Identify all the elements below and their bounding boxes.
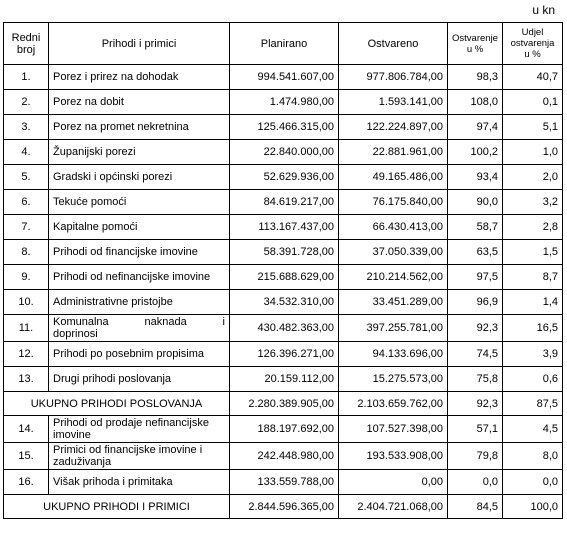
total-label: UKUPNO PRIHODI I PRIMICI: [4, 495, 230, 519]
row-name: Prihodi od financijske imovine: [49, 240, 230, 265]
row-name: Gradski i općinski porezi: [49, 165, 230, 190]
row-share: 8,7: [503, 265, 563, 290]
row-name: Tekuće pomoći: [49, 190, 230, 215]
row-share: 0,0: [503, 470, 563, 495]
row-pct: 63,5: [448, 240, 503, 265]
subtotal-planned: 2.280.389.905,00: [230, 392, 339, 416]
row-name-line2: doprinosi: [53, 328, 98, 340]
row-number: 16.: [4, 470, 49, 495]
row-planned: 1.474.980,00: [230, 90, 339, 115]
row-share: 16,5: [503, 315, 563, 342]
table-row: [4, 165, 563, 190]
subtotal-label: UKUPNO PRIHODI POSLOVANJA: [4, 392, 230, 416]
row-share: 2,0: [503, 165, 563, 190]
row-name: Porez i prirez na dohodak: [49, 65, 230, 90]
table-row: [4, 367, 563, 392]
table-row: [4, 240, 563, 265]
row-planned: 242.448.980,00: [230, 443, 339, 470]
table-row: [4, 443, 563, 470]
row-number: 1.: [4, 65, 49, 90]
row-share: 40,7: [503, 65, 563, 90]
row-pct: 58,7: [448, 215, 503, 240]
row-number: 14.: [4, 416, 49, 443]
row-planned: 430.482.363,00: [230, 315, 339, 342]
table-row: [4, 190, 563, 215]
header-pct: Ostvarenje u %: [448, 23, 503, 65]
row-number: 10.: [4, 290, 49, 315]
table-row: [4, 90, 563, 115]
row-pct: 79,8: [448, 443, 503, 470]
table-row: [4, 65, 563, 90]
table-row: [4, 470, 563, 495]
row-realized: 66.430.413,00: [339, 215, 448, 240]
row-name: [49, 315, 230, 342]
row-number: 6.: [4, 190, 49, 215]
row-number: 12.: [4, 342, 49, 367]
row-realized: 49.165.486,00: [339, 165, 448, 190]
table-row: [4, 265, 563, 290]
row-realized: 22.881.961,00: [339, 140, 448, 165]
row-planned: 113.167.437,00: [230, 215, 339, 240]
table-row: [4, 215, 563, 240]
table-row: [4, 416, 563, 443]
header-no: Redni broj: [4, 23, 49, 65]
row-number: 4.: [4, 140, 49, 165]
unit-label: u kn: [532, 3, 555, 17]
row-number: 9.: [4, 265, 49, 290]
total-planned: 2.844.596.365,00: [230, 495, 339, 519]
row-share: 1,0: [503, 140, 563, 165]
row-realized: 193.533.908,00: [339, 443, 448, 470]
table-row: [4, 140, 563, 165]
header-share: Udjel ostvarenja u %: [503, 23, 563, 65]
table-row: [4, 115, 563, 140]
row-pct: 97,5: [448, 265, 503, 290]
row-number: 8.: [4, 240, 49, 265]
subtotal-pct: 92,3: [448, 392, 503, 416]
row-pct: 90,0: [448, 190, 503, 215]
row-share: 3,9: [503, 342, 563, 367]
row-share: 0,1: [503, 90, 563, 115]
row-share: 1,4: [503, 290, 563, 315]
row-realized: 94.133.696,00: [339, 342, 448, 367]
row-number: 5.: [4, 165, 49, 190]
row-realized: 76.175.840,00: [339, 190, 448, 215]
row-name: Drugi prihodi poslovanja: [49, 367, 230, 392]
header-planned: Planirano: [230, 23, 339, 65]
total-realized: 2.404.721.068,00: [339, 495, 448, 519]
row-pct: 100,2: [448, 140, 503, 165]
row-name: Prihodi od prodaje nefinancijske imovine: [49, 416, 230, 443]
row-pct: 92,3: [448, 315, 503, 342]
row-pct: 57,1: [448, 416, 503, 443]
row-planned: 20.159.112,00: [230, 367, 339, 392]
subtotal-realized: 2.103.659.762,00: [339, 392, 448, 416]
row-pct: 93,4: [448, 165, 503, 190]
row-pct: 75,8: [448, 367, 503, 392]
row-number: 13.: [4, 367, 49, 392]
row-realized: 0,00: [339, 470, 448, 495]
row-pct: 108,0: [448, 90, 503, 115]
total-share: 100,0: [503, 495, 563, 519]
table-row: [4, 342, 563, 367]
row-planned: 84.619.217,00: [230, 190, 339, 215]
row-realized: 397.255.781,00: [339, 315, 448, 342]
header-row: [4, 23, 563, 65]
total-pct: 84,5: [448, 495, 503, 519]
row-pct: 98,3: [448, 65, 503, 90]
row-name: Višak prihoda i primitaka: [49, 470, 230, 495]
row-share: 3,2: [503, 190, 563, 215]
row-pct: 0,0: [448, 470, 503, 495]
row-planned: 34.532.310,00: [230, 290, 339, 315]
row-planned: 994.541.607,00: [230, 65, 339, 90]
row-realized: 122.224.897,00: [339, 115, 448, 140]
row-planned: 58.391.728,00: [230, 240, 339, 265]
row-realized: 37.050.339,00: [339, 240, 448, 265]
row-name: Prihodi po posebnim propisima: [49, 342, 230, 367]
row-realized: 15.275.573,00: [339, 367, 448, 392]
row-number: 2.: [4, 90, 49, 115]
row-name-line1: Komunalna naknada i: [53, 316, 225, 328]
subtotal-share: 87,5: [503, 392, 563, 416]
row-share: 0,6: [503, 367, 563, 392]
row-name: Županijski porezi: [49, 140, 230, 165]
row-planned: 126.396.271,00: [230, 342, 339, 367]
row-share: 4,5: [503, 416, 563, 443]
row-name: Prihodi od nefinancijske imovine: [49, 265, 230, 290]
row-pct: 74,5: [448, 342, 503, 367]
row-realized: 977.806.784,00: [339, 65, 448, 90]
row-planned: 125.466.315,00: [230, 115, 339, 140]
row-name: Kapitalne pomoći: [49, 215, 230, 240]
row-planned: 188.197.692,00: [230, 416, 339, 443]
row-realized: 107.527.398,00: [339, 416, 448, 443]
row-planned: 22.840.000,00: [230, 140, 339, 165]
table-row: [4, 315, 563, 342]
row-number: 7.: [4, 215, 49, 240]
row-planned: 52.629.936,00: [230, 165, 339, 190]
row-pct: 97,4: [448, 115, 503, 140]
row-name: Porez na promet nekretnina: [49, 115, 230, 140]
row-number: 11.: [4, 315, 49, 342]
row-name: Administrativne pristojbe: [49, 290, 230, 315]
table-row: [4, 290, 563, 315]
row-realized: 210.214.562,00: [339, 265, 448, 290]
total-row: [4, 495, 563, 519]
row-planned: 133.559.788,00: [230, 470, 339, 495]
revenue-table: [3, 22, 563, 519]
row-number: 15.: [4, 443, 49, 470]
header-realized: Ostvareno: [339, 23, 448, 65]
header-name: Prihodi i primici: [49, 23, 230, 65]
row-share: 1,5: [503, 240, 563, 265]
row-share: 5,1: [503, 115, 563, 140]
row-name: Primici od financijske imovine i zaduživanja: [49, 443, 230, 470]
row-name: Porez na dobit: [49, 90, 230, 115]
row-share: 2,8: [503, 215, 563, 240]
row-number: 3.: [4, 115, 49, 140]
row-pct: 96,9: [448, 290, 503, 315]
row-share: 8,0: [503, 443, 563, 470]
row-planned: 215.688.629,00: [230, 265, 339, 290]
row-realized: 33.451.289,00: [339, 290, 448, 315]
row-realized: 1.593.141,00: [339, 90, 448, 115]
subtotal-row: [4, 392, 563, 416]
